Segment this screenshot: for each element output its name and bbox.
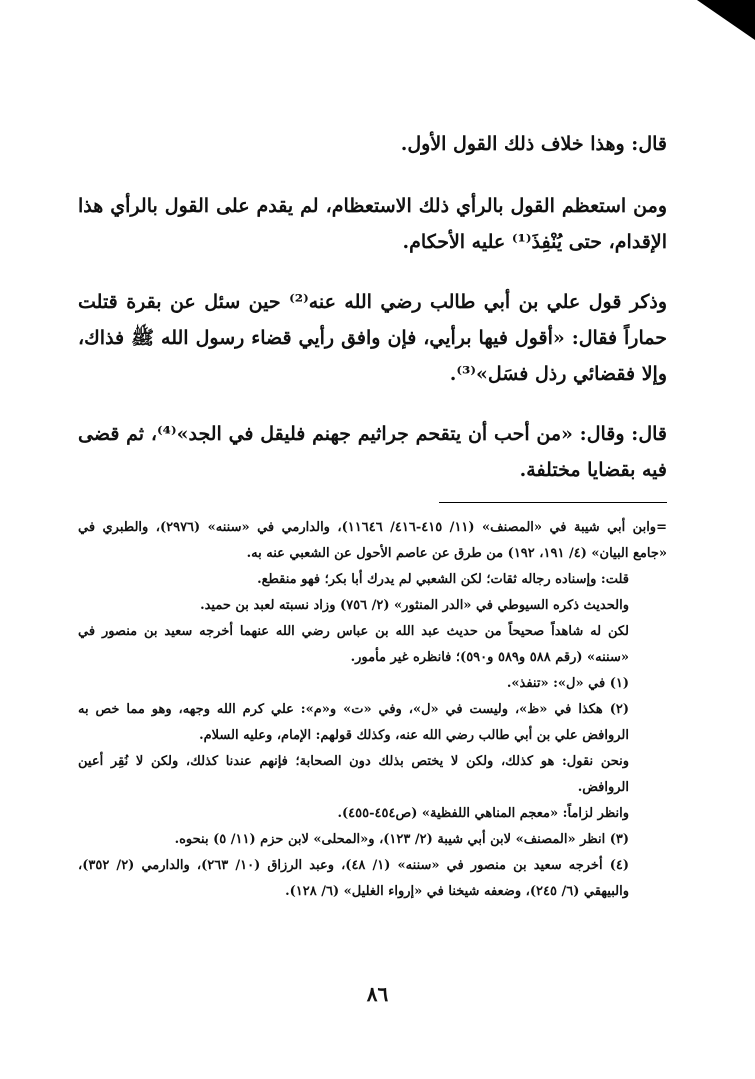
footnotes xyxy=(78,515,667,905)
footnote-line: والحديث ذكره السيوطي في «الدر المنثور» (٢/ ٧٥٦) وزاد نسبته لعبد بن حميد. xyxy=(200,598,629,613)
footnote-line: قلت: وإسناده رجاله ثقات؛ لكن الشعبي لم يدرك أبا بكر؛ فهو منقطع. xyxy=(257,572,629,587)
footnote-separator xyxy=(439,502,667,503)
footnote-4: (٤) أخرجه سعيد بن منصور في «سننه» (١/ ٤٨)، وعبد الرزاق (١٠/ ٢٦٣)، والدارمي (٢/ ٣٥٢)، والبيهقي (٦/ ٢٤٥)، وضعفه شيخنا في «إرواء الغليل» (٦/ ١٢٨). xyxy=(78,858,629,899)
main-text xyxy=(78,126,667,488)
footnote-3: (٣) انظر «المصنف» لابن أبي شيبة (٢/ ١٢٣)، و«المحلى» لابن حزم (١١/ ٥) بنحوه. xyxy=(174,832,629,847)
footnote-continuation: =وابن أبي شيبة في «المصنف» (١١/ ٤١٥-٤١٦/ ١١٦٤٦)، والدارمي في «سننه» (٢٩٧٦)، والطبري في «جامع البيان» (٤/ ١٩١، ١٩٢) من طرق عن عاصم الأحول عن الشعبي عنه به. xyxy=(78,520,667,561)
page-number: ٨٦ xyxy=(366,982,389,1006)
footnote-line: ونحن نقول: هو كذلك، ولكن لا يختص بذلك دون الصحابة؛ فإنهم عندنا كذلك، ولكن لا نُقِر أعين الروافض. xyxy=(78,754,629,795)
page-body xyxy=(78,118,667,905)
main-paragraph-1: قال: وهذا خلاف ذلك القول الأول. xyxy=(400,133,667,155)
main-paragraph-4: قال: وقال: «من أحب أن يتقحم جراثيم جهنم فليقل في الجد»⁽⁴⁾، ثم قضى فيه بقضايا مختلفة. xyxy=(78,423,667,481)
scan-corner-mark xyxy=(697,0,755,40)
footnote-1: (١) في «ل»: «تنفذ». xyxy=(506,676,629,691)
footnote-2: (٢) هكذا في «ظ»، وليست في «ل»، وفي «ت» و«م»: علي كرم الله وجهه، وهو مما خص به الروافض علي بن أبي طالب رضي الله عنه، وكذلك قولهم: الإمام، وعليه السلام. xyxy=(78,702,629,743)
footnote-line: لكن له شاهداً صحيحاً من حديث عبد الله بن عباس رضي الله عنهما أخرجه سعيد بن منصور في «سننه» (رقم ٥٨٨ و٥٨٩ و٥٩٠)؛ فانظره غير مأمور. xyxy=(78,624,629,665)
main-paragraph-3: وذكر قول علي بن أبي طالب رضي الله عنه⁽²⁾ حين سئل عن بقرة قتلت حماراً فقال: «أقول فيها برأيي، فإن وافق رأيي قضاء رسول الله ﷺ فذاك، وإلا فقضائي رذل فسَل»⁽³⁾. xyxy=(78,291,667,385)
footnote-line: وانظر لزاماً: «معجم المناهي اللفظية» (ص٤٥٤-٤٥٥). xyxy=(337,806,629,821)
main-paragraph-2: ومن استعظم القول بالرأي ذلك الاستعظام، لم يقدم على القول بالرأي هذا الإقدام، حتى يُنْفِذَ⁽¹⁾ عليه الأحكام. xyxy=(78,195,667,253)
